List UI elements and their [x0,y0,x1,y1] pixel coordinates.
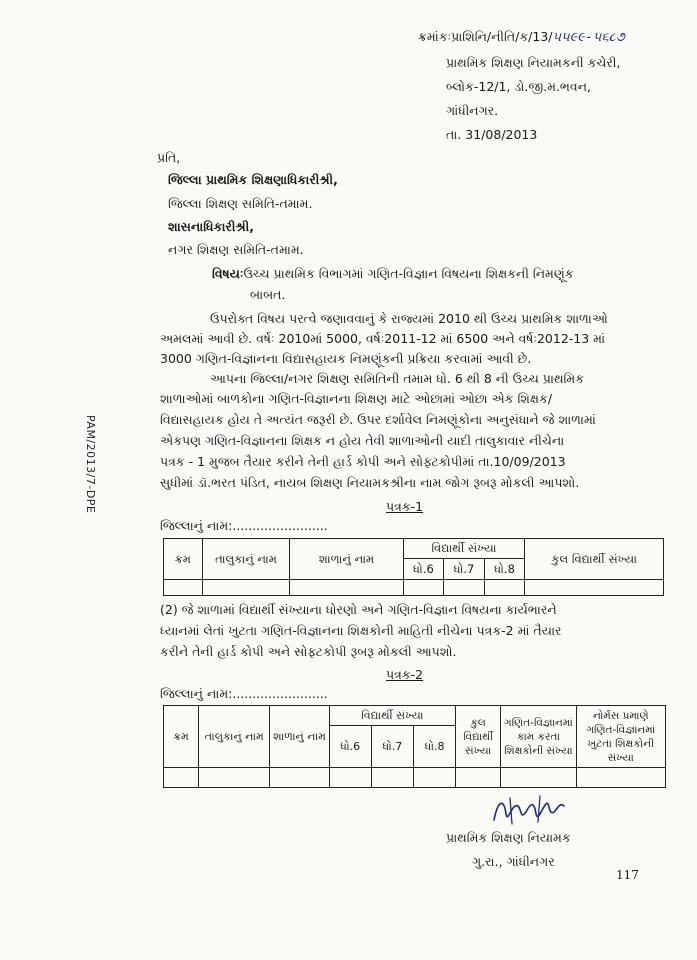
table-cell [484,580,525,596]
para2-line: પત્રક - 1 મુજબ તૈયાર કરીને તેની હાર્ડ કોપી અને સોફ્ટકોપીમાં તા.10/09/2013 [160,454,566,469]
form1-header-students: વિદ્યાર્થી સંખ્યા [403,539,525,559]
table-cell [164,580,203,596]
table-cell [501,768,576,788]
recipient-to: પ્રતિ, [157,150,181,165]
subject-text: ઉચ્ચ પ્રાથમિક વિભાગમાં ગણિત-વિજ્ઞાન વિષયના શિક્ષકની નિમણૂંક [243,266,574,281]
para3-line: કરીને તેની હાર્ડ કોપી અને સોફ્ટકોપી રૂબરૂ મોકલી આપશો. [160,644,457,659]
form2-table [163,705,666,788]
recipient-1: જિલ્લા પ્રાથમિક શિક્ષણાધિકારીશ્રી, [168,172,338,187]
table-cell [270,768,329,788]
form2-header-total: કુલ વિદ્યાર્થી સંખ્યા [456,706,501,768]
office-name: પ્રાથમિક શિક્ષણ નિયામકની કચેરી, [446,55,621,70]
form1-header-std8: ધો.8 [484,559,525,580]
subject-line-2: બાબત. [250,287,286,302]
para2-line: સુધીમાં ડૉ.ભરત પંડિત, નાયબ શિક્ષણ નિયામકશ્રીના નામ જોગ રૂબરૂ મોકલી આપશો. [160,475,580,490]
form1-header-std6: ધો.6 [403,559,444,580]
signatory-place: ગુ.રા., ગાંધીનગર [472,854,555,869]
table-cell [413,768,455,788]
table-cell [371,768,413,788]
form2-header-std6: ધો.6 [329,726,371,768]
form1-district-label: જિલ્લાનું નામ:........................ [160,518,328,533]
table-cell [202,580,290,596]
reference-handwritten: ૫૫૯૯-૫૬૮૭ [552,30,625,45]
form2-district-label: જિલ્લાનું નામ:........................ [160,686,328,701]
form2-header-std7: ધો.7 [371,726,413,768]
form2-header-students: વિદ્યાર્થી સંખ્યા [329,706,455,726]
recipient-2: જિલ્લા શિક્ષણ સમિતિ-તમામ. [168,196,313,211]
form1-header-total: કુલ વિદ્યાર્થી સંખ્યા [525,539,664,580]
form2-header-teachers-short: નોર્મસ પ્રમાણે ગણિત-વિજ્ઞાનમાં ખુટતા શિક્ષકોની સંખ્યા [576,706,665,768]
reference-prefix: ક્રમાંકઃપ્રાશિનિ/નીતિ/ક/13/ [418,29,553,44]
table-cell [576,768,665,788]
signatory-title: પ્રાથમિક શિક્ષણ નિયામક [446,830,571,845]
para3-line: ધ્યાનમાં લેતાં ખુટતા ગણિત-વિજ્ઞાનના શિક્ષકોની માહિતી નીચેના પત્રક-2 માં તૈયાર [160,623,562,638]
form2-title: પત્રક-2 [386,667,424,682]
table-cell [290,580,403,596]
page-number: 117 [616,868,639,882]
subject-label: વિષયઃ [212,266,244,281]
recipient-4: નગર શિક્ષણ સમિતિ-તમામ. [168,242,304,257]
letter-date: તા. 31/08/2013 [446,127,538,142]
para2-line: વિદ્યાસહાયક હોય તે અત્યંત જરૂરી છે. ઉપર દર્શાવેલ નિમણૂંકોના અનુસંધાને જે શાળામાં [160,412,596,427]
recipient-3: શાસનાધિકારીશ્રી, [168,219,254,234]
form2-header-serial: ક્રમ [164,706,199,768]
signature-scribble [490,794,570,828]
table-cell [403,580,444,596]
office-city: ગાંધીનગર. [446,103,499,118]
table-cell [164,768,199,788]
table-cell [329,768,371,788]
form1-table [163,538,664,596]
table-cell [525,580,664,596]
form1-header-school: શાળાનું નામ [290,539,403,580]
subject-line [212,264,574,284]
form1-header-serial: ક્રમ [164,539,203,580]
table-cell [456,768,501,788]
form1-header-taluka: તાલુકાનું નામ [202,539,290,580]
table-row [164,580,664,596]
para2-line: આપના જિલ્લા/નગર શિક્ષણ સમિતિની તમામ ધો. 6 થી 8 ની ઉચ્ચ પ્રાથમિક [210,371,585,386]
form1-title: પત્રક-1 [386,499,424,514]
form2-header-std8: ધો.8 [413,726,455,768]
form2-header-taluka: તાલુકાનું નામ [199,706,270,768]
office-address: બ્લોક-12/1, ડો.જી.મ.ભવન, [446,79,592,94]
para3-line: (2) જે શાળામાં વિદ્યાર્થી સંખ્યાના ધોરણો અને ગણિત-વિજ્ઞાન વિષયના કાર્યભારને [160,602,557,617]
form1-header-std7: ધો.7 [444,559,485,580]
para1-line: ઉપરોક્ત વિષય પરત્વે જણાવવાનું કે રાજ્યમાં 2010 થી ઉચ્ચ પ્રાથમિક શાળાઓ [210,311,608,326]
form2-header-teachers-working: ગણિત-વિજ્ઞાનમાં કામ કરતા શિક્ષકોની સંખ્યા [501,706,576,768]
reference-number [418,30,625,45]
para1-line: અમલમાં આવી છે. વર્ષઃ 2010માં 5000, વર્ષઃ2011-12 માં 6500 અને વર્ષઃ2012-13 માં [160,331,606,346]
table-cell [444,580,485,596]
para2-line: એકપણ ગણિત-વિજ્ઞાનના શિક્ષક ન હોય તેવી શાળાઓની યાદી તાલુકાવાર નીચેના [160,433,565,448]
form2-header-school: શાળાનું નામ [270,706,329,768]
para1-line: 3000 ગણિત-વિજ્ઞાનના વિદ્યાસહાયક નિમણૂંકની પ્રક્રિયા કરવામાં આવી છે. [160,351,532,366]
table-row [164,768,666,788]
table-cell [199,768,270,788]
para2-line: શાળાઓમાં બાળકોના ગણિત-વિજ્ઞાનના શિક્ષણ માટે ઓછામાં ઓછા એક શિક્ષક/ [160,391,553,406]
side-reference-note: PAM/2013/7-DPE [84,415,97,514]
